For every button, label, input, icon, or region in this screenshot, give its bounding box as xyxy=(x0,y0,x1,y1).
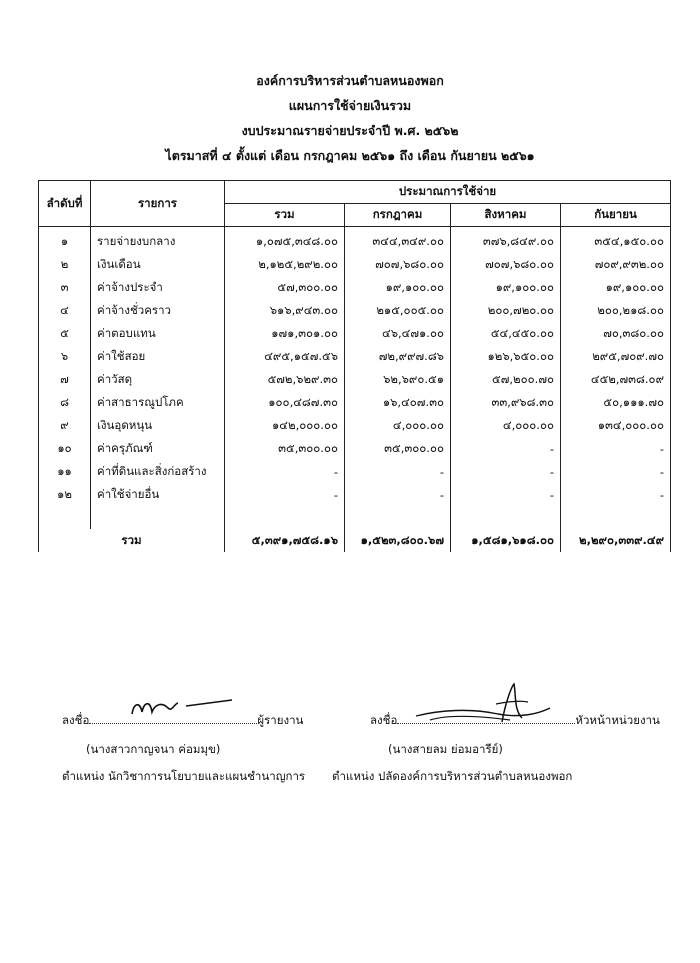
row-item: ค่าใช้สอย xyxy=(91,345,225,368)
signature-right-role: หัวหน้าหน่วยงาน xyxy=(575,713,660,727)
signature-left-name: (นางสาวกาญจนา ค่อมมุข) xyxy=(86,742,221,756)
row-september: ๕๐,๑๑๑.๗๐ xyxy=(561,391,671,414)
column-header-september: กันยายน xyxy=(561,204,671,227)
row-september: ๒๐๐,๒๑๘.๐๐ xyxy=(561,299,671,322)
column-header-august: สิงหาคม xyxy=(451,204,561,227)
row-index: ๑๒ xyxy=(39,483,91,506)
row-total: ๕๗๒,๖๒๙.๓๐ xyxy=(225,368,345,391)
quarter-period: ไตรมาสที่ ๔ ตั้งแต่ เดือน กรกฎาคม ๒๕๖๑ ถึง เดือน กันยายน ๒๕๖๑ xyxy=(165,148,535,163)
row-index: ๑๑ xyxy=(39,460,91,483)
table-row-blank xyxy=(39,506,671,529)
row-september: - xyxy=(561,437,671,460)
table-row xyxy=(39,227,671,254)
total-row xyxy=(39,529,671,552)
row-index: ๖ xyxy=(39,345,91,368)
row-total: ๔๙๕,๑๕๗.๕๖ xyxy=(225,345,345,368)
column-header-july: กรกฎาคม xyxy=(345,204,451,227)
signature-left-prefix: ลงชื่อ xyxy=(62,713,90,727)
row-september: - xyxy=(561,460,671,483)
row-item: ค่าใช้จ่ายอื่น xyxy=(91,483,225,506)
row-july: ๑๙,๑๐๐.๐๐ xyxy=(345,276,451,299)
row-total: ๓๕,๓๐๐.๐๐ xyxy=(225,437,345,460)
row-july: ๔,๐๐๐.๐๐ xyxy=(345,414,451,437)
row-september: ๑๓๔,๐๐๐.๐๐ xyxy=(561,414,671,437)
row-august: - xyxy=(451,437,561,460)
signature-left-scribble xyxy=(128,694,238,722)
row-july: ๒๑๕,๐๐๕.๐๐ xyxy=(345,299,451,322)
plan-title: แผนการใช้จ่ายเงินรวม xyxy=(288,98,412,113)
row-july: ๓๔๔,๓๔๙.๐๐ xyxy=(345,227,451,254)
signature-left-position: ตำแหน่ง นักวิชาการนโยบายและแผนชำนาญการ xyxy=(62,769,306,783)
row-total: ๑,๐๗๕,๓๔๘.๐๐ xyxy=(225,227,345,254)
row-august: - xyxy=(451,460,561,483)
row-item: เงินเดือน xyxy=(91,253,225,276)
row-item: ค่าที่ดินและสิ่งก่อสร้าง xyxy=(91,460,225,483)
row-july: ๓๕,๓๐๐.๐๐ xyxy=(345,437,451,460)
row-total: - xyxy=(225,460,345,483)
row-item: ค่าวัสดุ xyxy=(91,368,225,391)
column-header-item: รายการ xyxy=(91,181,225,227)
row-july: - xyxy=(345,460,451,483)
row-item: ค่าจ้างชั่วคราว xyxy=(91,299,225,322)
row-index: ๓ xyxy=(39,276,91,299)
row-september: ๓๕๔,๑๕๐.๐๐ xyxy=(561,227,671,254)
row-august: ๓๓,๙๖๘.๓๐ xyxy=(451,391,561,414)
row-august: ๕๗,๒๐๐.๗๐ xyxy=(451,368,561,391)
table-row xyxy=(39,368,671,391)
row-total: ๑๐๐,๔๘๗.๓๐ xyxy=(225,391,345,414)
table-row xyxy=(39,345,671,368)
org-name: องค์การบริหารส่วนตำบลหนองพอก xyxy=(256,73,444,88)
row-item: รายจ่ายงบกลาง xyxy=(91,227,225,254)
budget-table xyxy=(38,180,671,552)
row-index: ๒ xyxy=(39,253,91,276)
row-index: ๙ xyxy=(39,414,91,437)
row-july: ๔๖,๔๗๑.๐๐ xyxy=(345,322,451,345)
row-total: ๑๗๑,๓๐๑.๐๐ xyxy=(225,322,345,345)
signature-left-role: ผู้รายงาน xyxy=(257,713,304,727)
row-august: ๑๒๖,๖๕๐.๐๐ xyxy=(451,345,561,368)
table-row xyxy=(39,414,671,437)
signature-right-scribble xyxy=(410,680,560,730)
row-july: - xyxy=(345,483,451,506)
total-september: ๒,๒๙๐,๓๓๙.๔๙ xyxy=(561,529,671,552)
row-august: ๒๐๐,๗๒๐.๐๐ xyxy=(451,299,561,322)
row-item: ค่าครุภัณฑ์ xyxy=(91,437,225,460)
budget-year: งบประมาณรายจ่ายประจำปี พ.ศ. ๒๕๖๒ xyxy=(241,123,459,138)
row-july: ๗๐๗,๖๘๐.๐๐ xyxy=(345,253,451,276)
row-total: ๒,๑๒๕,๒๙๒.๐๐ xyxy=(225,253,345,276)
row-total: ๑๔๒,๐๐๐.๐๐ xyxy=(225,414,345,437)
column-header-total: รวม xyxy=(225,204,345,227)
row-item: เงินอุดหนุน xyxy=(91,414,225,437)
total-august: ๑,๕๘๑,๖๑๘.๐๐ xyxy=(451,529,561,552)
row-august: ๑๙,๑๐๐.๐๐ xyxy=(451,276,561,299)
row-september: ๔๕๒,๗๓๘.๐๙ xyxy=(561,368,671,391)
row-august: ๕๔,๔๕๐.๐๐ xyxy=(451,322,561,345)
row-august: ๔,๐๐๐.๐๐ xyxy=(451,414,561,437)
row-total: ๕๗,๓๐๐.๐๐ xyxy=(225,276,345,299)
column-group-estimated-spending: ประมาณการใช้จ่าย xyxy=(225,181,671,204)
row-august: ๓๗๖,๘๔๙.๐๐ xyxy=(451,227,561,254)
signature-right-name: (นางสายลม ย่อมอารีย์) xyxy=(388,742,503,756)
row-item: ค่าตอบแทน xyxy=(91,322,225,345)
row-august: - xyxy=(451,483,561,506)
table-row xyxy=(39,276,671,299)
row-september: ๗๐,๓๘๐.๐๐ xyxy=(561,322,671,345)
row-item: ค่าสาธารณูปโภค xyxy=(91,391,225,414)
row-index: ๑ xyxy=(39,227,91,254)
signature-right-position: ตำแหน่ง ปลัดองค์การบริหารส่วนตำบลหนองพอก xyxy=(332,769,573,783)
row-september: ๗๐๙,๙๓๒.๐๐ xyxy=(561,253,671,276)
row-total: - xyxy=(225,483,345,506)
signature-right-prefix: ลงชื่อ xyxy=(370,713,398,727)
total-july: ๑,๕๒๓,๘๐๐.๖๗ xyxy=(345,529,451,552)
table-row xyxy=(39,299,671,322)
table-row xyxy=(39,437,671,460)
row-september: ๑๙,๑๐๐.๐๐ xyxy=(561,276,671,299)
row-september: - xyxy=(561,483,671,506)
row-item: ค่าจ้างประจำ xyxy=(91,276,225,299)
total-total: ๕,๓๙๑,๗๕๘.๑๖ xyxy=(225,529,345,552)
row-august: ๗๐๗,๖๘๐.๐๐ xyxy=(451,253,561,276)
row-index: ๔ xyxy=(39,299,91,322)
table-row xyxy=(39,483,671,506)
row-july: ๖๒,๖๙๐.๕๑ xyxy=(345,368,451,391)
row-index: ๑๐ xyxy=(39,437,91,460)
row-index: ๘ xyxy=(39,391,91,414)
column-header-index: ลำดับที่ xyxy=(39,181,91,227)
row-july: ๑๖,๔๐๗.๓๐ xyxy=(345,391,451,414)
row-index: ๗ xyxy=(39,368,91,391)
table-row xyxy=(39,253,671,276)
row-july: ๗๒,๙๙๗.๘๖ xyxy=(345,345,451,368)
table-row xyxy=(39,322,671,345)
row-total: ๖๑๖,๙๔๓.๐๐ xyxy=(225,299,345,322)
row-september: ๒๙๕,๗๐๙.๗๐ xyxy=(561,345,671,368)
table-row xyxy=(39,460,671,483)
row-index: ๕ xyxy=(39,322,91,345)
table-row xyxy=(39,391,671,414)
total-label: รวม xyxy=(39,529,225,552)
